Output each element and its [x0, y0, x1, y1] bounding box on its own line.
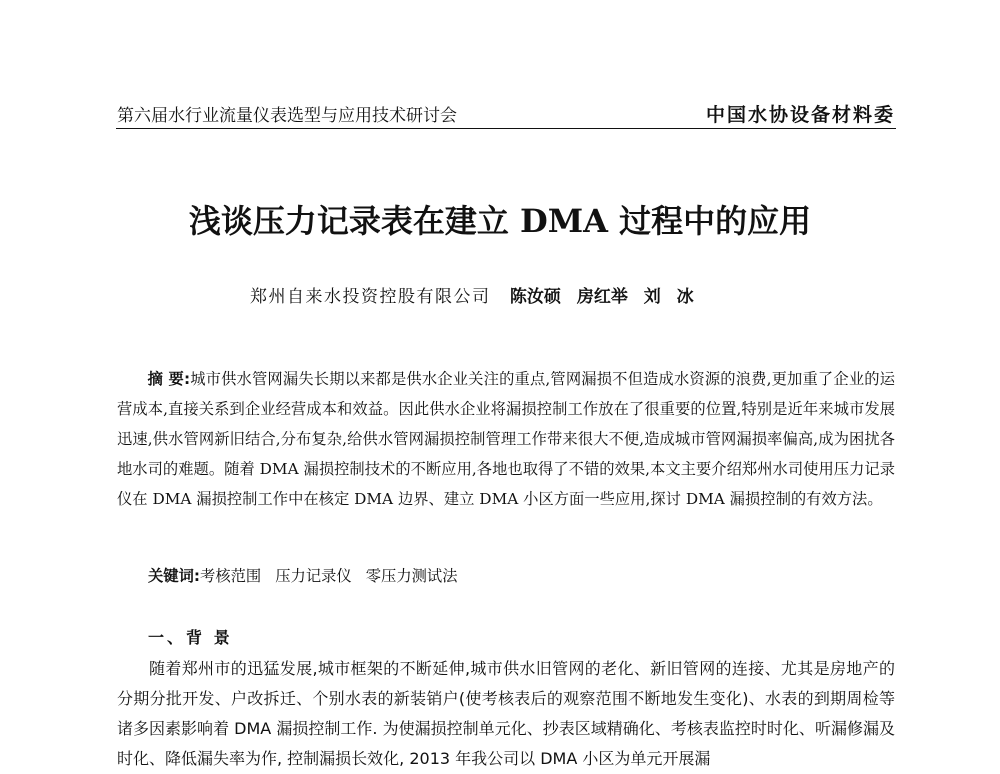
author-organization: 郑州自来水投资控股有限公司 [250, 287, 491, 307]
paper-title: 浅谈压力记录表在建立 DMA 过程中的应用 [188, 202, 812, 240]
committee-name: 中国水协设备材料委 [705, 104, 895, 126]
abstract-paragraph [117, 364, 895, 514]
abstract-label: 摘 要: [147, 370, 191, 388]
keywords-label: 关键词: [148, 567, 201, 585]
keyword-item: 零压力测试法 [365, 567, 458, 585]
header-divider [116, 128, 896, 129]
section-heading-background: 一、背 景 [148, 628, 233, 647]
abstract-text: 城市供水管网漏失长期以来都是供水企业关注的重点,管网漏损不但造成水资源的浪费,更加重了企业的运营成本,直接关系到企业经营成本和效益。因此供水企业将漏损控制工作放在了很重要的位置,特别是近年来城市发展迅速,供水管网新旧结合,分布复杂,给供水管网漏损控制管理工作带来很大不便,造成城市管网漏损率偏高,成为困扰各地水司的难题。随着 DMA 漏损控制技术的不断应用,各地也取得了不错的效果,本文主要介绍郑州水司使用压力记录仪在 DMA 漏损控制工作中在核定 DMA 边界、建立 DMA 小区方面一些应用,探讨 DMA 漏损控制的有效方法。 [117, 370, 895, 508]
author-line [250, 282, 694, 307]
author-names: 陈汝硕 房红举 刘 冰 [509, 287, 694, 307]
conference-name: 第六届水行业流量仪表选型与应用技术研讨会 [117, 106, 457, 126]
section-body-paragraph: 随着郑州市的迅猛发展,城市框架的不断延伸,城市供水旧管网的老化、新旧管网的连接、尤其是房地产的分期分批开发、户改拆迁、个别水表的新装销户(使考核表后的观察范围不断地发生变化)、水表的到期周检等诸多因素影响着 DMA 漏损控制工作. 为使漏损控制单元化、抄表区域精确化、考核表监控时时化、听漏修漏及时化、降低漏失率为作, 控制漏损长效化, 2013 年我公司以 DMA 小区为单元开展漏 [117, 659, 895, 768]
keyword-item: 压力记录仪 [275, 567, 352, 585]
keyword-item: 考核范围 [200, 567, 262, 585]
keywords-line [148, 564, 472, 586]
